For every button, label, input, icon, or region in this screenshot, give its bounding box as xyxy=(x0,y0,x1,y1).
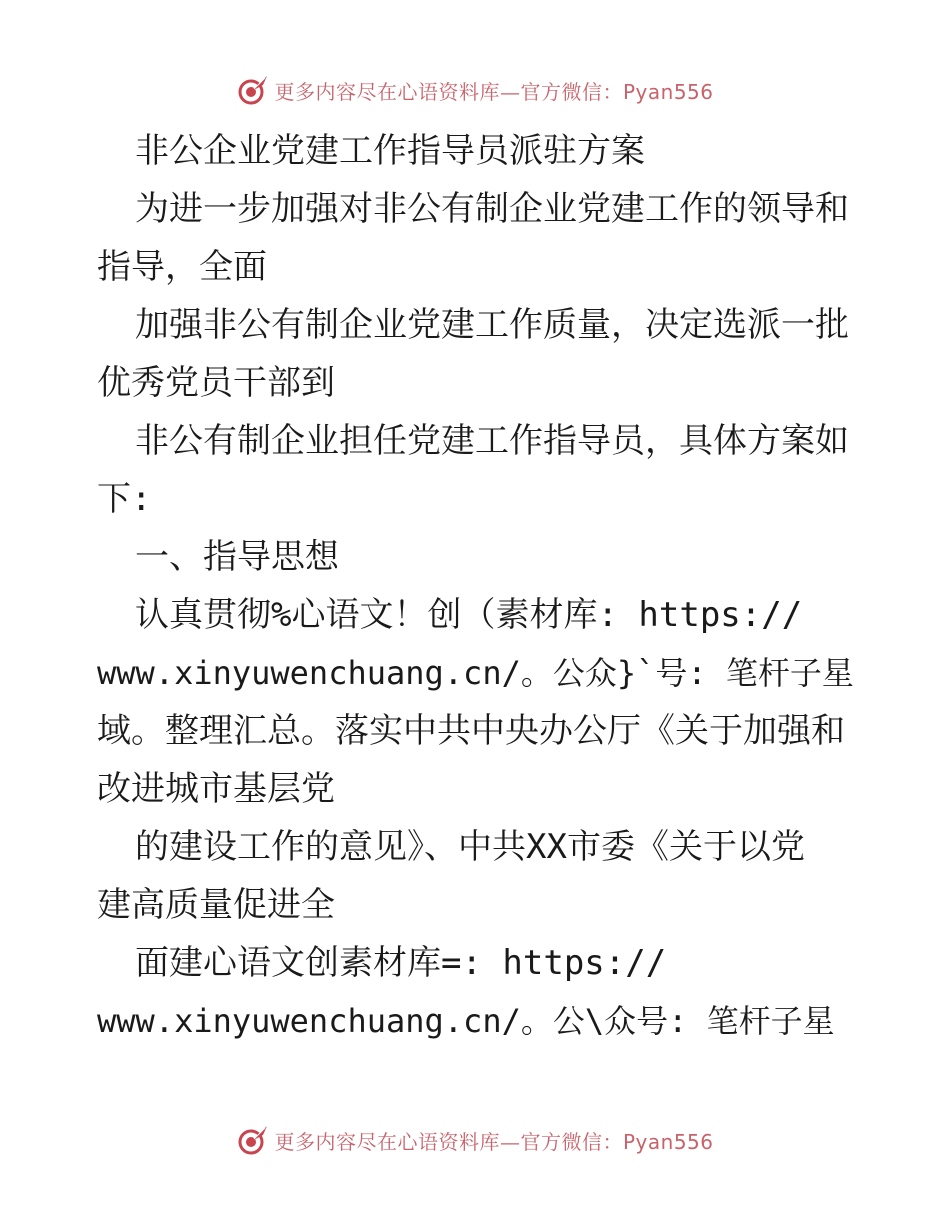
banner-wechat-label: 官方微信： xyxy=(520,79,623,104)
banner-wechat-label: 官方微信： xyxy=(520,1129,623,1154)
text-line: 优秀党员干部到 xyxy=(97,363,335,403)
quill-logo-icon xyxy=(236,73,270,107)
text-line: 的建设工作的意见》、中共XX市委《关于以党 xyxy=(135,827,805,867)
header-banner xyxy=(0,70,950,110)
footer-banner xyxy=(0,1120,950,1160)
text-line: 非公企业党建工作指导员派驻方案 xyxy=(135,131,645,171)
text-line: 认真贯彻%心语文！创（素材库: https:// xyxy=(135,595,803,635)
banner-separator: — xyxy=(499,79,521,104)
banner-site-name: 更多内容尽在心语资料库 xyxy=(274,1129,500,1154)
text-line: 为进一步加强对非公有制企业党建工作的领导和 xyxy=(135,189,849,229)
text-line: www.xinyuwenchuang.cn/。公众}`号: 笔杆子星 xyxy=(97,654,854,692)
document-body xyxy=(97,122,857,1050)
banner-wechat-id: Pyan556 xyxy=(622,79,714,104)
text-line: 指导，全面 xyxy=(97,247,267,287)
banner-site-name: 更多内容尽在心语资料库 xyxy=(274,79,500,104)
text-line: 面建心语文创素材库=: https:// xyxy=(135,943,667,983)
text-line: www.xinyuwenchuang.cn/。公\众号: 笔杆子星 xyxy=(97,1002,835,1040)
banner-wechat-id: Pyan556 xyxy=(622,1129,714,1154)
text-line: 一、指导思想 xyxy=(135,537,339,577)
text-line: 加强非公有制企业党建工作质量，决定选派一批 xyxy=(135,305,849,345)
text-line: 非公有制企业担任党建工作指导员，具体方案如 xyxy=(135,421,849,461)
text-line: 域。整理汇总。落实中共中央办公厅《关于加强和 xyxy=(97,711,845,751)
banner-separator: — xyxy=(499,1129,521,1154)
text-line: 下: xyxy=(97,479,152,519)
quill-logo-icon xyxy=(236,1123,270,1157)
text-line: 改进城市基层党 xyxy=(97,769,335,809)
text-line: 建高质量促进全 xyxy=(97,885,335,925)
